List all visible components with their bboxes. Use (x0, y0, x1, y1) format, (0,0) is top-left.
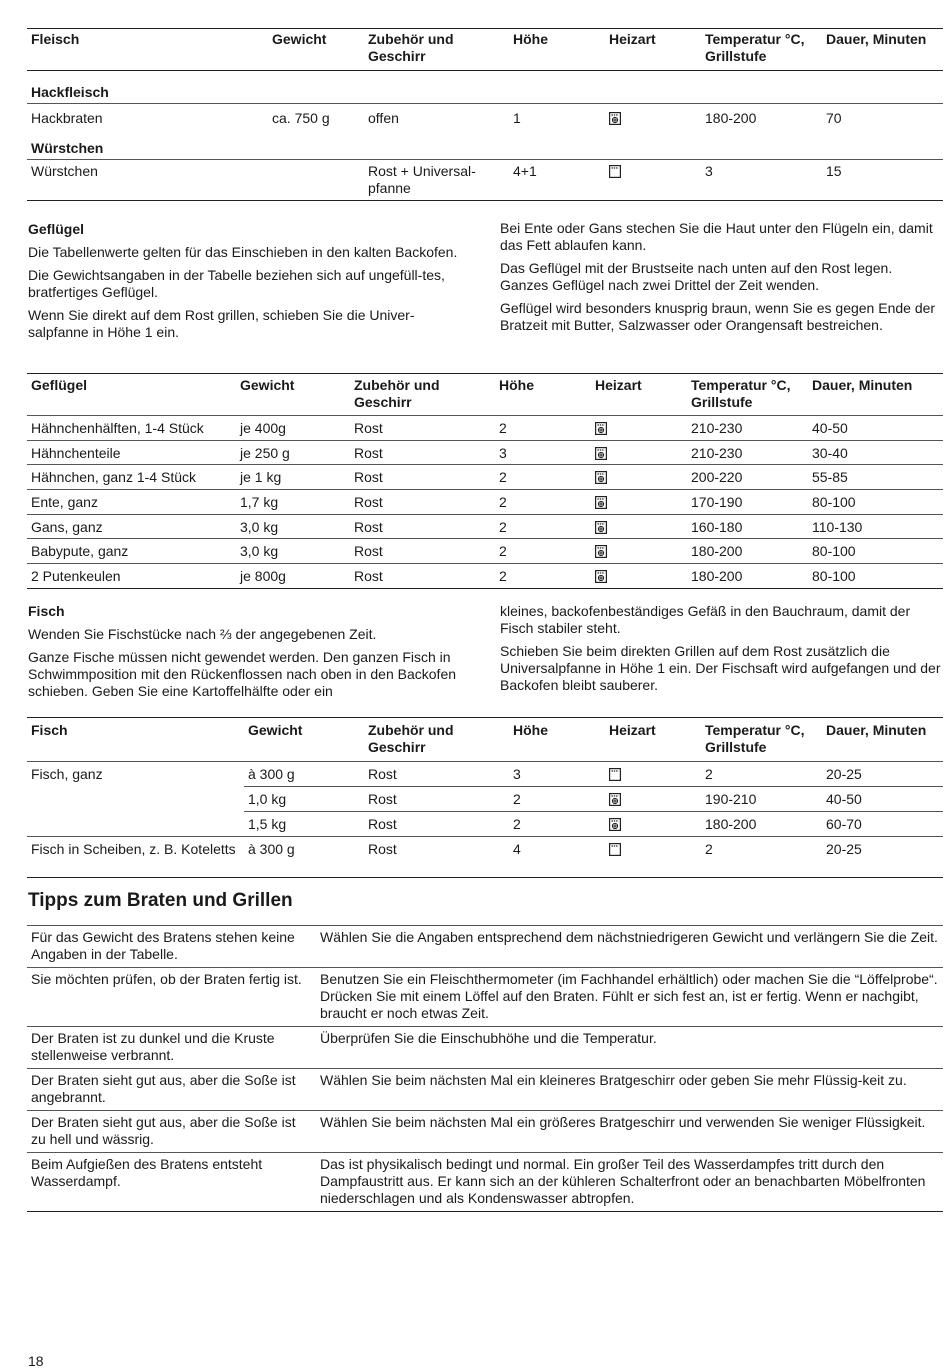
tip-solution: Das ist physikalisch bedingt und normal. Ein großer Teil des Wasserdampfes tritt durch den Dampfaustritt aus. Er kann sich an der kühleren Schalterfront oder an benachbarten Möbelfronten niederschlagen und als Kondenswasser abtropfen. (316, 1153, 943, 1212)
cell-temp: 180-200 (701, 104, 822, 132)
cell-accessory: Rost (354, 518, 383, 535)
cell-time: 80-100 (812, 568, 856, 585)
cell-temp: 3 (701, 160, 822, 201)
meat-table-header (27, 29, 943, 71)
cell-level: 3 (509, 762, 605, 787)
cell-time: 40-50 (812, 420, 848, 436)
grill-icon (609, 165, 621, 178)
cell-temp: 210-230 (691, 444, 743, 461)
cell-temp: 180-200 (701, 812, 822, 837)
section-heading: Geflügel (28, 221, 85, 237)
cell-accessory: Rost (364, 837, 509, 878)
cell-temp: 200-220 (691, 469, 743, 486)
cell-time: 20-25 (822, 837, 943, 878)
cell-level: 4+1 (509, 160, 605, 201)
cell-time: 55-85 (812, 469, 848, 486)
col-header: Dauer, Minuten (812, 377, 913, 393)
cell-name: Würstchen (27, 160, 268, 201)
cell-accessory: Rost (354, 420, 383, 436)
cell-weight: 1,5 kg (244, 812, 364, 837)
paragraph: Bei Ente oder Gans stechen Sie die Haut unter den Flügeln ein, damit das Fett ablaufen kann. (500, 220, 933, 253)
cell-temp: 210-230 (691, 420, 743, 436)
grill-icon (609, 843, 621, 856)
cell-level: 4 (509, 837, 605, 878)
cell-time: 80-100 (812, 494, 856, 511)
table-row (27, 416, 943, 441)
fan-grill-icon (595, 545, 607, 558)
tip-row (27, 1027, 943, 1069)
tip-row (27, 1153, 943, 1212)
cell-name: Fisch in Scheiben, z. B. Koteletts (27, 837, 244, 878)
cell-time: 30-40 (812, 444, 848, 461)
paragraph: Schieben Sie beim direkten Grillen auf dem Rost zusätzlich die Universalpfanne in Höhe 1 ein. Der Fischsaft wird aufgefangen und der Backofen bleibt sauberer. (500, 643, 941, 693)
cell-level: 2 (509, 812, 605, 837)
fish-table-body (27, 762, 943, 878)
paragraph: Die Gewichtsangaben in der Tabelle beziehen sich auf ungefüll-tes, bratfertiges Geflügel. (28, 267, 445, 300)
cell-level: 1 (509, 104, 605, 132)
cell-weight: ca. 750 g (268, 104, 364, 132)
paragraph: Geflügel wird besonders knusprig braun, wenn Sie es gegen Ende der Bratzeit mit Butter, Salzwasser oder Orangensaft bestreichen. (500, 300, 936, 333)
table-row (27, 514, 943, 539)
cell-temp: 160-180 (691, 518, 743, 535)
col-header: Heizart (609, 722, 656, 738)
fish-table (27, 717, 943, 878)
paragraph: Ganze Fische müssen nicht gewendet werden. Den ganzen Fisch in Schwimmposition mit den Rückenflossen nach oben in den Backofen schieben. Geben Sie eine Kartoffelhälfte oder ein (28, 649, 457, 699)
section-row (27, 71, 943, 104)
tip-problem: Sie möchten prüfen, ob der Braten fertig ist. (27, 968, 316, 1027)
fan-grill-icon (595, 521, 607, 534)
cell-name: Hähnchenteile (31, 444, 121, 461)
poultry-table-body (27, 416, 943, 589)
tips-title: Tipps zum Braten und Grillen (28, 890, 293, 911)
cell-temp: 180-200 (691, 568, 743, 585)
cell-accessory: Rost + Universal-pfanne (364, 160, 509, 201)
table-row (27, 762, 943, 787)
col-header: Höhe (513, 31, 548, 47)
cell-name: Ente, ganz (31, 494, 98, 511)
col-header: Dauer, Minuten (826, 722, 927, 738)
col-header: Temperatur °C, Grillstufe (705, 31, 805, 64)
cell-name: Hackbraten (27, 104, 268, 132)
section-row (27, 132, 943, 160)
tip-solution: Benutzen Sie ein Fleischthermometer (im Fachhandel erhältlich) oder machen Sie die “Löffelprobe“. Drücken Sie mit einem Löffel auf den Braten. Fühlt er sich fest an, ist er fertig. Wenn er nachgibt, braucht er noch etwas Zeit. (316, 968, 943, 1027)
cell-temp: 170-190 (691, 494, 743, 511)
paragraph: Das Geflügel mit der Brustseite nach unten auf den Rost legen. Ganzes Geflügel nach zwei Drittel der Zeit wenden. (500, 260, 893, 293)
col-header: Temperatur °C, Grillstufe (705, 722, 805, 755)
cell-name: 2 Putenkeulen (31, 568, 121, 585)
page-number: 18 (28, 1353, 44, 1369)
col-header: Höhe (513, 722, 548, 738)
grill-icon (609, 768, 621, 781)
cell-temp: 190-210 (701, 787, 822, 812)
cell-name: Hähnchenhälften, 1-4 Stück (31, 420, 204, 436)
cell-accessory: Rost (364, 787, 509, 812)
cell-time: 20-25 (822, 762, 943, 787)
cell-temp: 180-200 (691, 543, 743, 560)
poultry-intro-right (500, 220, 944, 340)
fan-grill-icon (609, 818, 621, 831)
cell-weight: je 250 g (240, 444, 290, 461)
col-header: Gewicht (272, 31, 327, 47)
col-header: Fleisch (31, 31, 80, 47)
table-row (27, 465, 943, 490)
col-header: Heizart (609, 31, 656, 47)
fan-grill-icon (595, 570, 607, 583)
cell-accessory: offen (364, 104, 509, 132)
poultry-table (27, 373, 943, 589)
fish-intro-right (500, 603, 944, 700)
col-header: Zubehör und Geschirr (368, 722, 454, 755)
cell-weight: à 300 g (244, 837, 364, 878)
cell-accessory: Rost (364, 812, 509, 837)
fan-grill-icon (609, 793, 621, 806)
tip-problem: Beim Aufgießen des Bratens entsteht Wasserdampf. (27, 1153, 316, 1212)
tip-row (27, 968, 943, 1027)
cell-weight: je 400g (240, 420, 286, 436)
cell-accessory: Rost (354, 543, 383, 560)
tip-problem: Für das Gewicht des Bratens stehen keine Angaben in der Tabelle. (27, 926, 316, 968)
cell-name (27, 787, 244, 812)
tip-row (27, 1069, 943, 1111)
cell-time: 70 (822, 104, 943, 132)
table-row (27, 812, 943, 837)
cell-weight: 3,0 kg (240, 543, 279, 560)
col-header: Höhe (499, 377, 534, 393)
paragraph: Wenn Sie direkt auf dem Rost grillen, schieben Sie die Univer-salpfanne in Höhe 1 ein. (28, 307, 415, 340)
fan-grill-icon (609, 112, 621, 125)
cell-temp: 2 (701, 837, 822, 878)
cell-weight: 3,0 kg (240, 518, 279, 535)
cell-time: 15 (822, 160, 943, 201)
meat-table (27, 28, 943, 201)
table-row (27, 539, 943, 564)
cell-level: 2 (499, 420, 507, 436)
cell-accessory: Rost (354, 469, 383, 486)
cell-accessory: Rost (354, 444, 383, 461)
col-header: Fisch (31, 722, 68, 738)
tip-problem: Der Braten sieht gut aus, aber die Soße ist angebrannt. (27, 1069, 316, 1111)
col-header: Gewicht (240, 377, 295, 393)
cell-time: 80-100 (812, 543, 856, 560)
cell-level: 2 (499, 518, 507, 535)
table-row (27, 837, 943, 878)
cell-temp: 2 (701, 762, 822, 787)
cell-time: 110-130 (812, 518, 863, 535)
tip-row (27, 926, 943, 968)
cell-weight: je 1 kg (240, 469, 282, 486)
paragraph: Wenden Sie Fischstücke nach ⅔ der angegebenen Zeit. (28, 626, 377, 642)
cell-accessory: Rost (354, 568, 383, 585)
tip-row (27, 1111, 943, 1153)
tip-solution: Wählen Sie beim nächsten Mal ein kleineres Bratgeschirr oder geben Sie mehr Flüssig-keit zu. (316, 1069, 943, 1111)
cell-name: Fisch, ganz (27, 762, 244, 787)
cell-level: 2 (499, 494, 507, 511)
cell-level: 2 (499, 568, 507, 585)
cell-weight: 1,7 kg (240, 494, 279, 511)
col-header: Zubehör und Geschirr (354, 377, 440, 410)
table-row (27, 104, 943, 132)
tips-table (27, 925, 943, 1212)
poultry-intro-left (28, 221, 468, 347)
cell-weight: 1,0 kg (244, 787, 364, 812)
cell-level: 2 (499, 469, 507, 486)
tip-solution: Überprüfen Sie die Einschubhöhe und die Temperatur. (316, 1027, 943, 1069)
col-header: Geflügel (31, 377, 88, 393)
table-row (27, 564, 943, 589)
cell-weight (268, 160, 364, 201)
cell-time: 60-70 (822, 812, 943, 837)
cell-weight: je 800g (240, 568, 286, 585)
cell-time: 40-50 (822, 787, 943, 812)
tip-problem: Der Braten sieht gut aus, aber die Soße ist zu hell und wässrig. (27, 1111, 316, 1153)
fish-intro-left (28, 603, 472, 706)
cell-level: 3 (499, 444, 507, 461)
cell-name: Hähnchen, ganz 1-4 Stück (31, 469, 196, 486)
tip-solution: Wählen Sie beim nächsten Mal ein größeres Bratgeschirr und verwenden Sie weniger Flüssigkeit. (316, 1111, 943, 1153)
col-header: Temperatur °C, Grillstufe (691, 377, 791, 410)
section-title: Hackfleisch (31, 84, 109, 100)
fan-grill-icon (595, 447, 607, 460)
col-header: Zubehör und Geschirr (368, 31, 454, 64)
table-row (27, 160, 943, 201)
cell-level: 2 (499, 543, 507, 560)
cell-accessory: Rost (354, 494, 383, 511)
fan-grill-icon (595, 422, 607, 435)
fan-grill-icon (595, 471, 607, 484)
tip-problem: Der Braten ist zu dunkel und die Kruste stellenweise verbrannt. (27, 1027, 316, 1069)
cell-accessory: Rost (364, 762, 509, 787)
paragraph: Die Tabellenwerte gelten für das Einschieben in den kalten Backofen. (28, 244, 458, 260)
section-heading: Fisch (28, 603, 65, 619)
table-row (27, 787, 943, 812)
table-row (27, 440, 943, 465)
cell-name: Gans, ganz (31, 518, 103, 535)
fan-grill-icon (595, 496, 607, 509)
table-row (27, 490, 943, 515)
cell-name (27, 812, 244, 837)
paragraph: kleines, backofenbeständiges Gefäß in den Bauchraum, damit der Fisch stabiler steht. (500, 603, 911, 636)
tip-solution: Wählen Sie die Angaben entsprechend dem nächstniedrigeren Gewicht und verlängern Sie die Zeit. (316, 926, 943, 968)
cell-level: 2 (509, 787, 605, 812)
col-header: Dauer, Minuten (826, 31, 927, 47)
col-header: Gewicht (248, 722, 303, 738)
col-header: Heizart (595, 377, 642, 393)
cell-name: Babypute, ganz (31, 543, 129, 560)
section-title: Würstchen (31, 139, 104, 156)
cell-weight: à 300 g (244, 762, 364, 787)
